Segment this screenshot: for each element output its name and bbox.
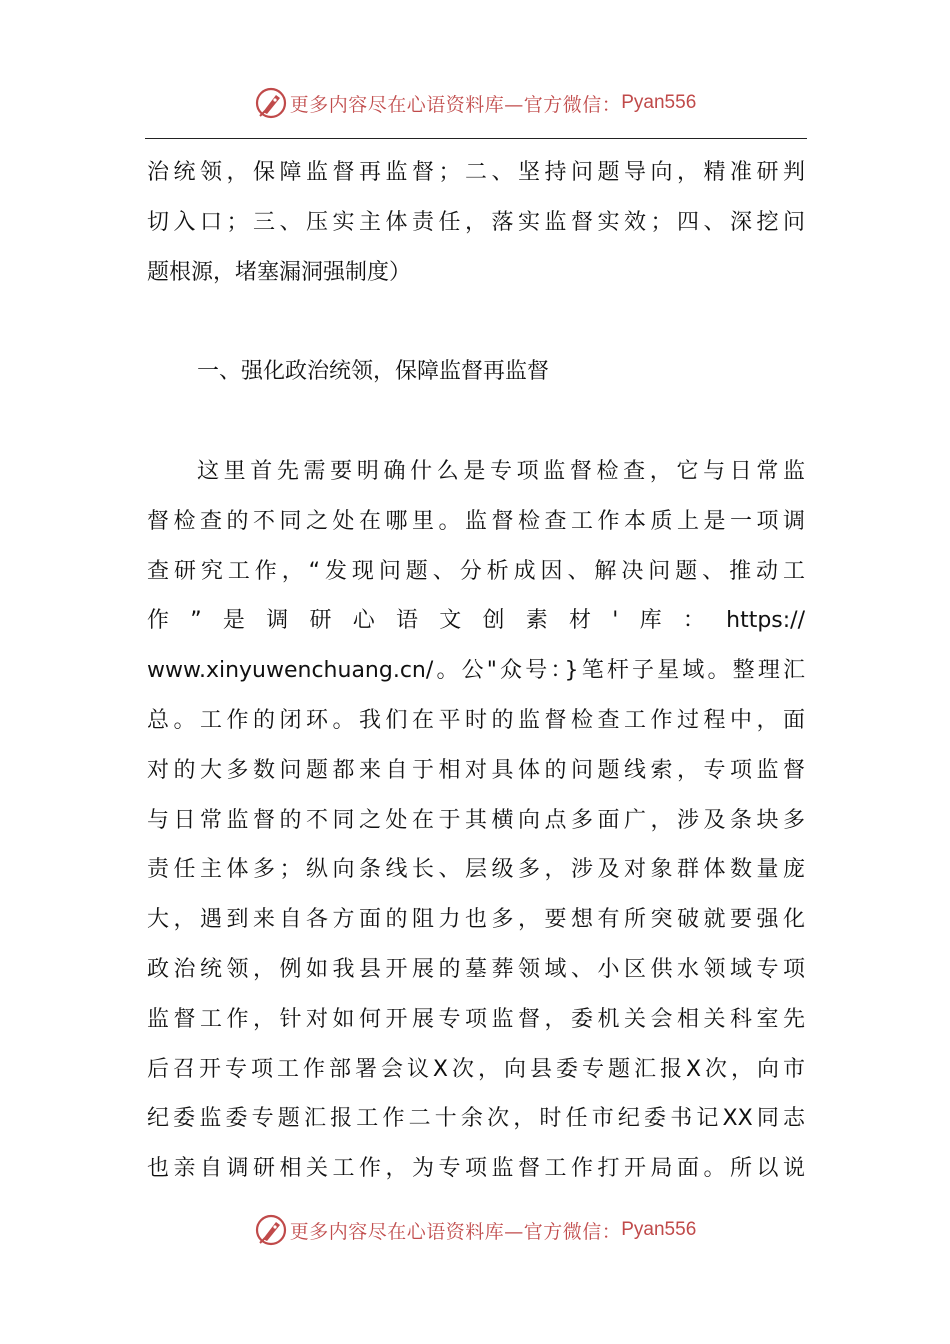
paragraph-line: 责任主体多；纵向条线长、层级多，涉及对象群体数量庞 bbox=[147, 857, 805, 883]
header-divider bbox=[145, 138, 807, 139]
paragraph-line: www.xinyuwenchuang.cn/。公"众号：}笔杆子星域。整理汇 bbox=[147, 658, 805, 684]
paragraph-line: 与日常监督的不同之处在于其横向点多面广，涉及条块多 bbox=[147, 807, 805, 833]
paragraph-line: 纪委监委专题汇报工作二十余次，时任市纪委书记XX同志 bbox=[147, 1106, 805, 1132]
paragraph-line: 总。工作的闭环。我们在平时的监督检查工作过程中，面 bbox=[147, 707, 805, 733]
paragraph-line: 查研究工作，“发现问题、分析成因、解决问题、推动工 bbox=[147, 558, 805, 584]
pen-nib-logo-icon bbox=[254, 1213, 288, 1247]
paragraph-line: 也亲自调研相关工作，为专项监督工作打开局面。所以说 bbox=[147, 1156, 805, 1182]
intro-line: 治统领，保障监督再监督；二、坚持问题导向，精准研判 bbox=[147, 160, 805, 185]
section-heading-block bbox=[147, 347, 805, 397]
paragraph-block bbox=[147, 447, 805, 1194]
footer-banner-text: 更多内容尽在心语资料库—官方微信： bbox=[289, 1220, 622, 1243]
paragraph-line: 督检查的不同之处在哪里。监督检查工作本质上是一项调 bbox=[147, 508, 805, 534]
paragraph-line: 这里首先需要明确什么是专项监督检查，它与日常监 bbox=[197, 459, 805, 484]
intro-line: 题根源，堵塞漏洞强制度） bbox=[147, 259, 412, 285]
header-banner bbox=[0, 85, 950, 121]
paragraph-line: 对的大多数问题都来自于相对具体的问题线索，专项监督 bbox=[147, 757, 805, 783]
pen-nib-logo-icon bbox=[254, 86, 288, 120]
intro-block bbox=[147, 148, 805, 297]
paragraph-line: 监督工作，针对如何开展专项监督，委机关会相关科室先 bbox=[147, 1006, 805, 1032]
paragraph-line: 作”是调研心语文创素材'库：https:// bbox=[147, 608, 805, 634]
paragraph-line: 政治统领，例如我县开展的墓葬领域、小区供水领域专项 bbox=[147, 956, 805, 982]
footer-wechat-id: Pyan556 bbox=[621, 1219, 697, 1240]
section-heading: 一、强化政治统领，保障监督再监督 bbox=[197, 359, 550, 384]
footer-banner bbox=[0, 1212, 950, 1248]
header-wechat-id: Pyan556 bbox=[621, 92, 697, 113]
intro-line: 切入口；三、压实主体责任，落实监督实效；四、深挖问 bbox=[147, 209, 805, 235]
paragraph-line: 大，遇到来自各方面的阻力也多，要想有所突破就要强化 bbox=[147, 907, 805, 933]
paragraph-line: 后召开专项工作部署会议X次，向县委专题汇报X次，向市 bbox=[147, 1056, 805, 1082]
header-banner-text: 更多内容尽在心语资料库—官方微信： bbox=[289, 93, 622, 116]
